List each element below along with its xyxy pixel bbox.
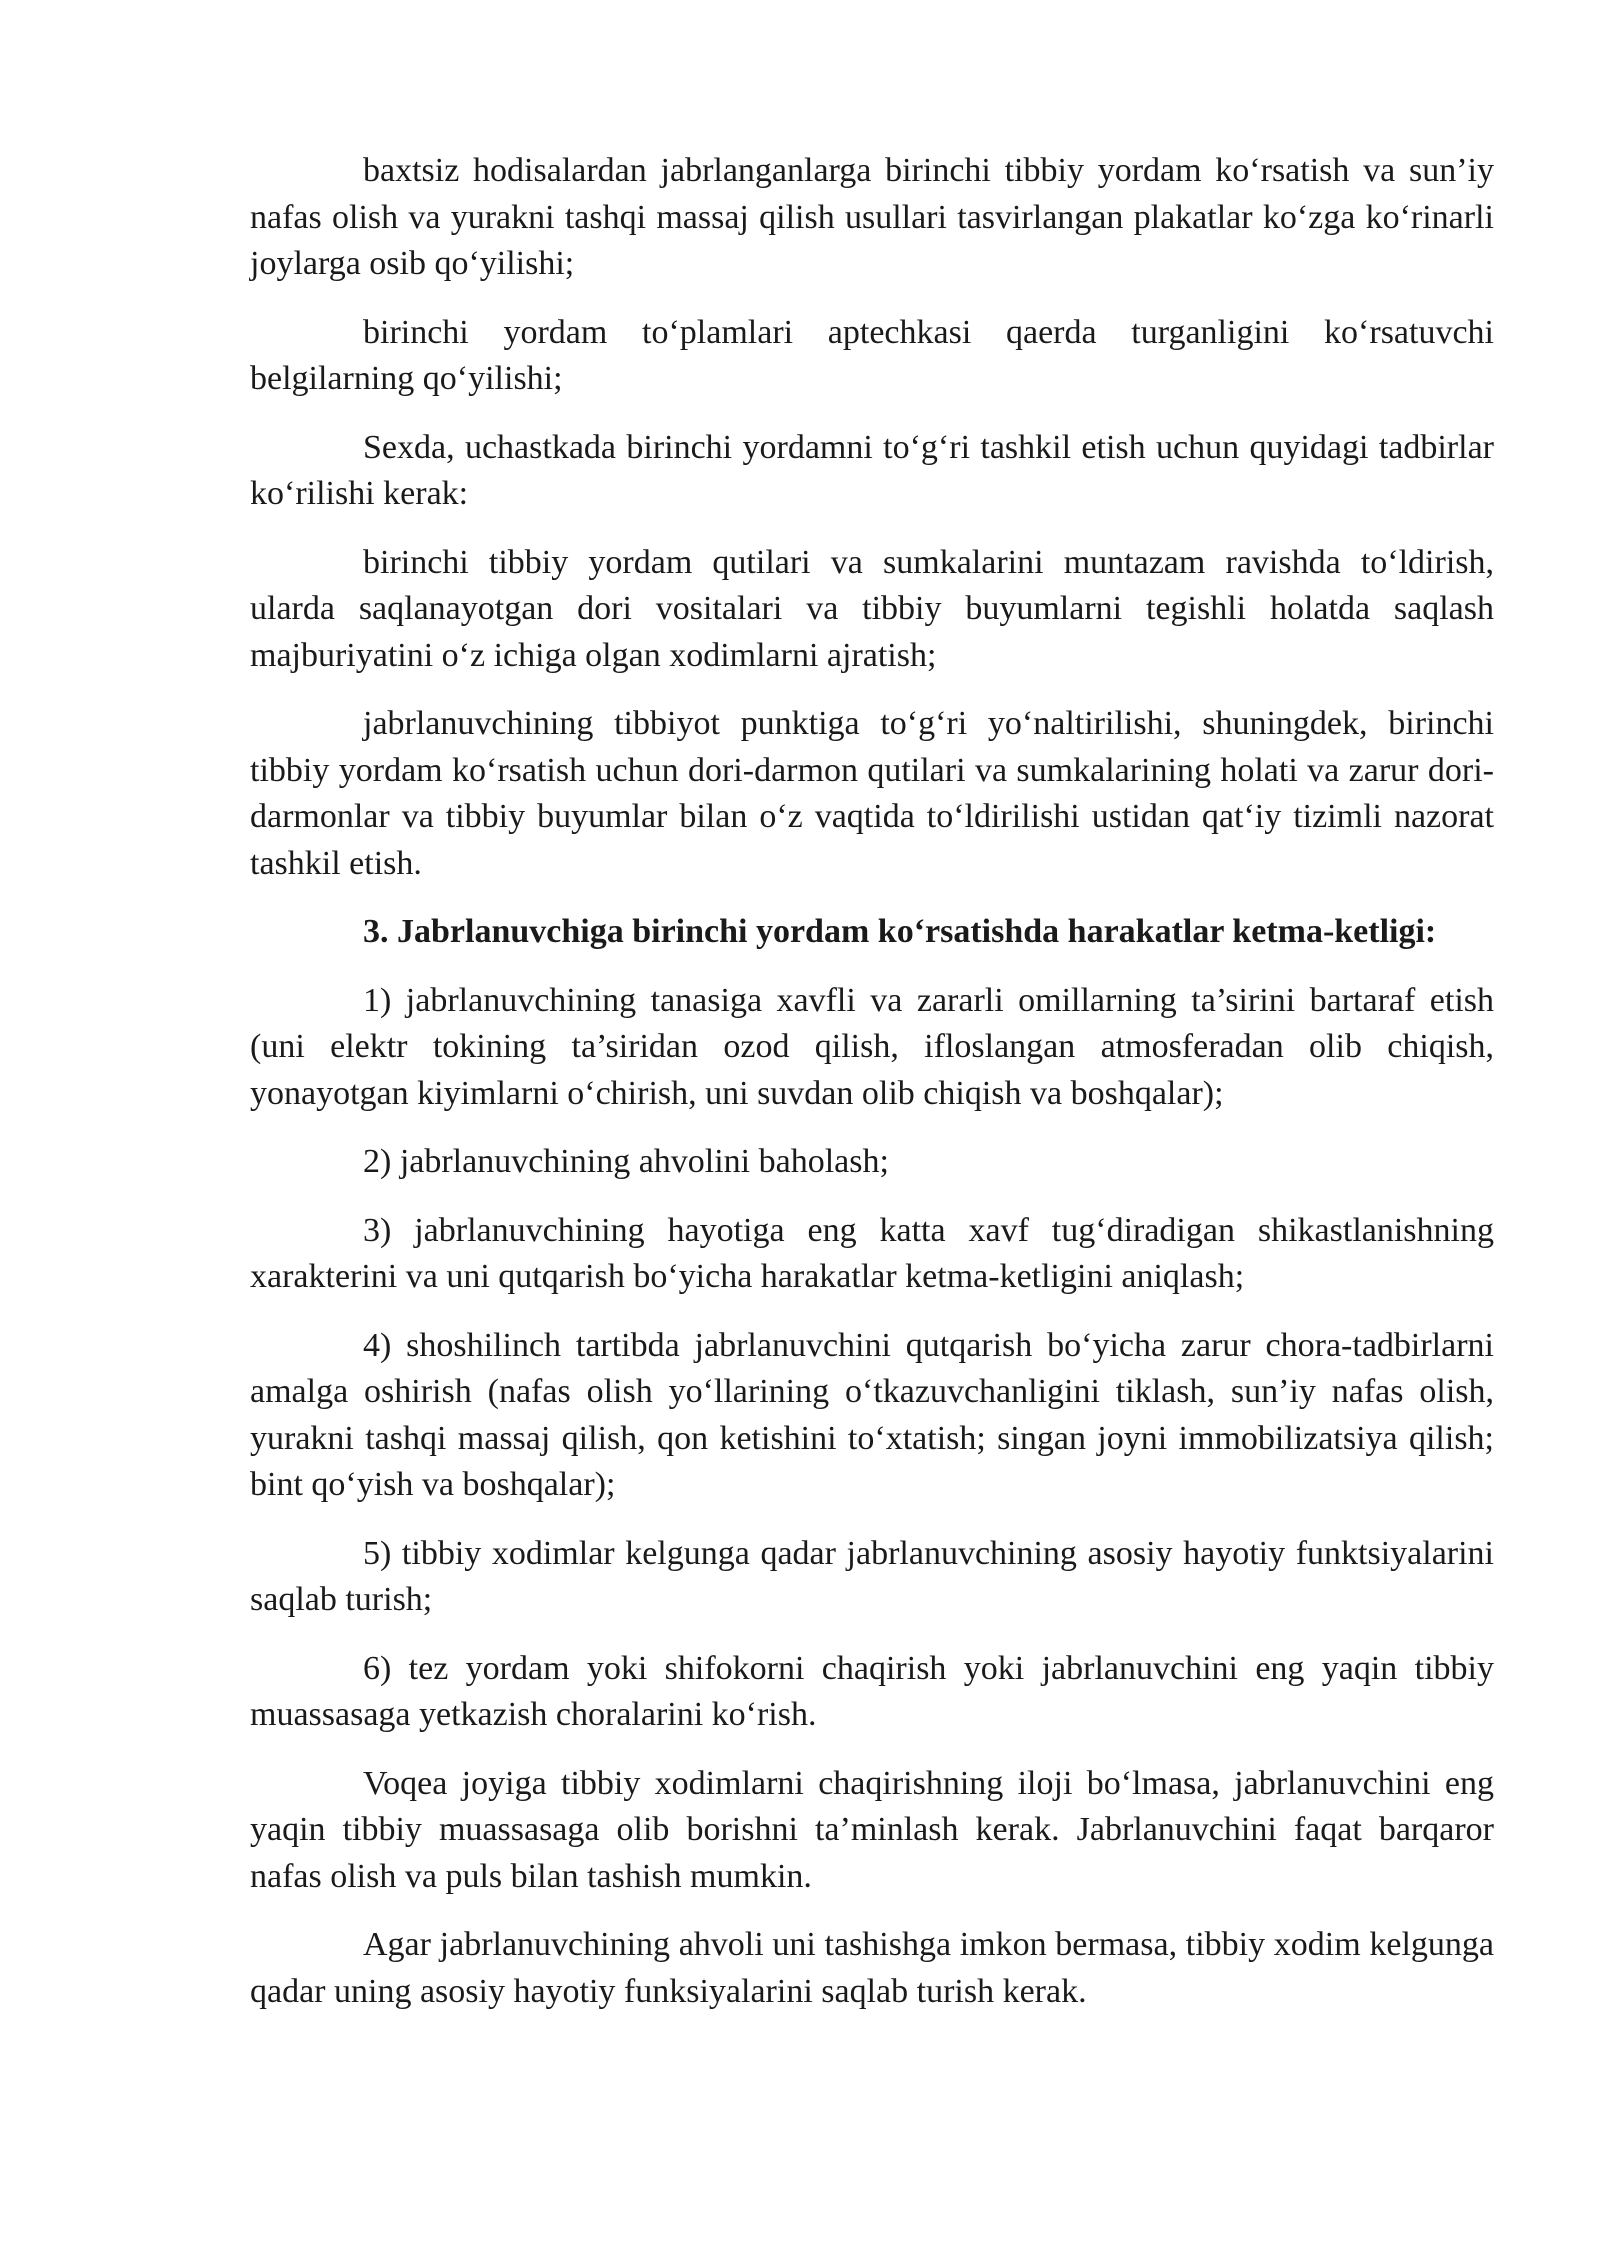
paragraph-first-aid-posters: baxtsiz hodisalardan jabrlanganlarga birinchi tibbiy yordam ko‘rsatish va sun’iy nafas olish va yurakni tashqi massaj qilish usullari tasvirlangan plakatlar ko‘zga ko‘rinarli joylarga osib qo‘yilishi;: [250, 152, 1494, 282]
step-2: 2) jabrlanuvchining ahvolini baholash;: [363, 1143, 889, 1180]
paragraph-transport: Voqea joyiga tibbiy xodimlarni chaqirishning iloji bo‘lmasa, jabrlanuvchini eng yaqin tibbiy muassasaga olib borishni ta’minlash kerak. Jabrlanuvchini faqat barqaror nafas olish va puls bilan tashish mumkin.: [250, 1764, 1494, 1895]
paragraph-workshop-measures: Sexda, uchastkada birinchi yordamni to‘g‘ri tashkil etish uchun quyidagi tadbirlar ko‘rilishi kerak:: [250, 428, 1494, 512]
paragraph-control: jabrlanuvchining tibbiyot punktiga to‘g‘ri yo‘naltirilishi, shuningdek, birinchi tibbiy yordam ko‘rsatish uchun dori-darmon qutilari va sumkalarining holati va zarur dori-darmonlar va tibbiy buyumlar bilan o‘z vaqtida to‘ldirilishi ustidan qat‘iy tizimli nazorat tashkil etish.: [250, 705, 1494, 882]
paragraph-refill-kits: birinchi tibbiy yordam qutilari va sumkalarini muntazam ravishda to‘ldirish, ularda saqlanayotgan dori vositalari va tibbiy buyumlarni tegishli holatda saqlash majburiyatini o‘z ichiga olgan xodimlarni ajratish;: [250, 543, 1494, 674]
step-4: 4) shoshilinch tartibda jabrlanuvchini qutqarish bo‘yicha zarur chora-tadbirlarni amalga oshirish (nafas olish yo‘llarining o‘tkazuvchanligini tiklash, sun’iy nafas olish, yurakni tashqi massaj qilish, qon ketishini to‘xtatish; singan joyni immobilizatsiya qilish; bint qo‘yish va boshqalar);: [250, 1326, 1494, 1503]
step-1: 1) jabrlanuvchining tanasiga xavfli va zararli omillarning ta’sirini bartaraf etish (uni elektr tokining ta’siridan ozod qilish, ifloslangan atmosferadan olib chiqish, yonayotgan kiyimlarni o‘chirish, uni suvdan olib chiqish va boshqalar);: [250, 981, 1494, 1112]
step-3: 3) jabrlanuvchining hayotiga eng katta xavf tug‘diradigan shikastlanishning xarakterini va uni qutqarish bo‘yicha harakatlar ketma-ketligini aniqlash;: [250, 1211, 1494, 1295]
step-5: 5) tibbiy xodimlar kelgunga qadar jabrlanuvchining asosiy hayotiy funktsiyalarini saqlab turish;: [250, 1534, 1494, 1618]
document-page: [250, 148, 1494, 2037]
step-6: 6) tez yordam yoki shifokorni chaqirish yoki jabrlanuvchini eng yaqin tibbiy muassasaga yetkazish choralarini ko‘rish.: [250, 1649, 1494, 1733]
paragraph-maintain-functions: Agar jabrlanuvchining ahvoli uni tashishga imkon bermasa, tibbiy xodim kelgunga qadar uning asosiy hayotiy funksiyalarini saqlab turish kerak.: [250, 1926, 1494, 2010]
section-heading: 3. Jabrlanuvchiga birinchi yordam ko‘rsatishda harakatlar ketma-ketligi:: [363, 913, 1437, 950]
paragraph-kit-signs: birinchi yordam to‘plamlari aptechkasi qaerda turganligini ko‘rsatuvchi belgilarning qo‘yilishi;: [250, 313, 1494, 397]
